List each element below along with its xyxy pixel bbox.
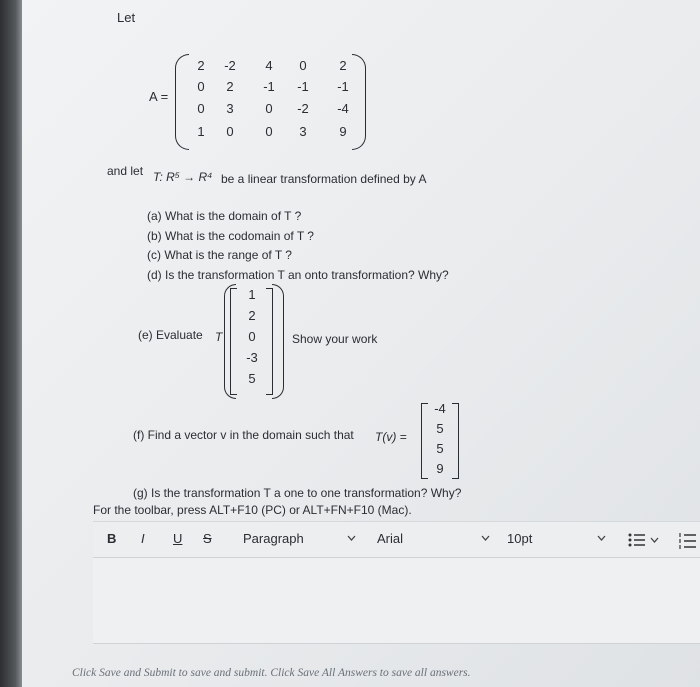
screen-edge	[0, 0, 22, 687]
matrix-cell: 2	[226, 79, 234, 94]
e-vector-entry: 1	[248, 287, 256, 302]
transformation-map: T: R⁵ → R⁴	[153, 170, 213, 184]
e-outer-right-paren	[272, 284, 284, 399]
editor-toolbar	[93, 521, 700, 558]
matrix-cell: -4	[337, 101, 349, 116]
chevron-down-icon	[347, 535, 356, 541]
f-vector-entry: 9	[436, 461, 444, 476]
e-vector-entry: 2	[248, 308, 256, 323]
matrix-cell: 4	[265, 58, 273, 73]
matrix-cell: -1	[297, 79, 309, 94]
question-a: (a) What is the domain of T ?	[147, 209, 302, 223]
underline-button[interactable]: U	[173, 531, 183, 546]
matrix-cell: 9	[339, 124, 347, 139]
matrix-cell: 2	[339, 58, 347, 73]
e-vector-entry: -3	[246, 350, 258, 365]
matrix-cell: 0	[265, 124, 273, 139]
question-e-symbol: T	[215, 330, 223, 344]
question-c: (c) What is the range of T ?	[147, 248, 292, 262]
intro-let: Let	[117, 10, 136, 25]
f-right-bracket	[452, 403, 459, 479]
transformation-description: be a linear transformation defined by A	[221, 172, 427, 186]
toolbar-instructions: For the toolbar, press ALT+F10 (PC) or ALT+FN+F10 (Mac).	[93, 503, 412, 517]
numbered-list-icon	[678, 530, 698, 550]
e-vector-entry: 0	[248, 329, 256, 344]
chevron-down-icon	[597, 535, 606, 541]
font-size-select-value: 10pt	[507, 531, 533, 546]
strikethrough-button[interactable]: S	[203, 531, 212, 546]
matrix-label: A =	[149, 89, 169, 104]
matrix-cell: 1	[197, 124, 205, 139]
e-vector-entry: 5	[248, 371, 256, 386]
paragraph-select-value: Paragraph	[243, 531, 304, 546]
font-size-select[interactable]	[507, 531, 609, 546]
font-select[interactable]	[377, 531, 492, 546]
matrix-cell: -1	[263, 79, 275, 94]
f-vector-entry: 5	[436, 441, 444, 456]
matrix-cell: -2	[224, 58, 236, 73]
bullet-list-button[interactable]	[627, 530, 663, 550]
font-select-value: Arial	[377, 531, 404, 546]
question-f: (f) Find a vector v in the domain such that	[133, 428, 354, 442]
matrix-cell: 0	[197, 101, 205, 116]
matrix-cell: 3	[299, 124, 307, 139]
show-work-hint: Show your work	[292, 332, 378, 346]
italic-button[interactable]: I	[141, 531, 145, 546]
question-f-lhs: T(v) =	[375, 430, 407, 444]
f-vector-entry: -4	[434, 401, 446, 416]
matrix-cell: -1	[337, 79, 349, 94]
question-g: (g) Is the transformation T a one to one transformation? Why?	[133, 486, 462, 500]
answer-editor[interactable]	[93, 557, 700, 644]
matrix-cell: 0	[265, 101, 273, 116]
matrix-cell: -2	[297, 101, 309, 116]
e-left-bracket	[230, 288, 237, 395]
numbered-list-button[interactable]	[678, 530, 698, 550]
question-b: (b) What is the codomain of T ?	[147, 229, 314, 243]
and-let-text: and let	[107, 164, 144, 178]
matrix-cell: 0	[197, 79, 205, 94]
bold-button[interactable]: B	[107, 531, 117, 546]
matrix-cell: 0	[299, 58, 307, 73]
footer-instructions: Click Save and Submit to save and submit. Click Save All Answers to save all answers.	[72, 667, 471, 679]
question-e-label: (e) Evaluate	[138, 328, 203, 342]
paragraph-select[interactable]	[243, 531, 361, 546]
chevron-down-icon	[481, 535, 490, 541]
question-d: (d) Is the transformation T an onto transformation? Why?	[147, 268, 449, 282]
matrix-cell: 3	[226, 101, 234, 116]
f-vector-entry: 5	[436, 421, 444, 436]
bullet-list-icon	[627, 530, 663, 550]
matrix-cell: 2	[197, 58, 205, 73]
matrix-cell: 0	[226, 124, 234, 139]
